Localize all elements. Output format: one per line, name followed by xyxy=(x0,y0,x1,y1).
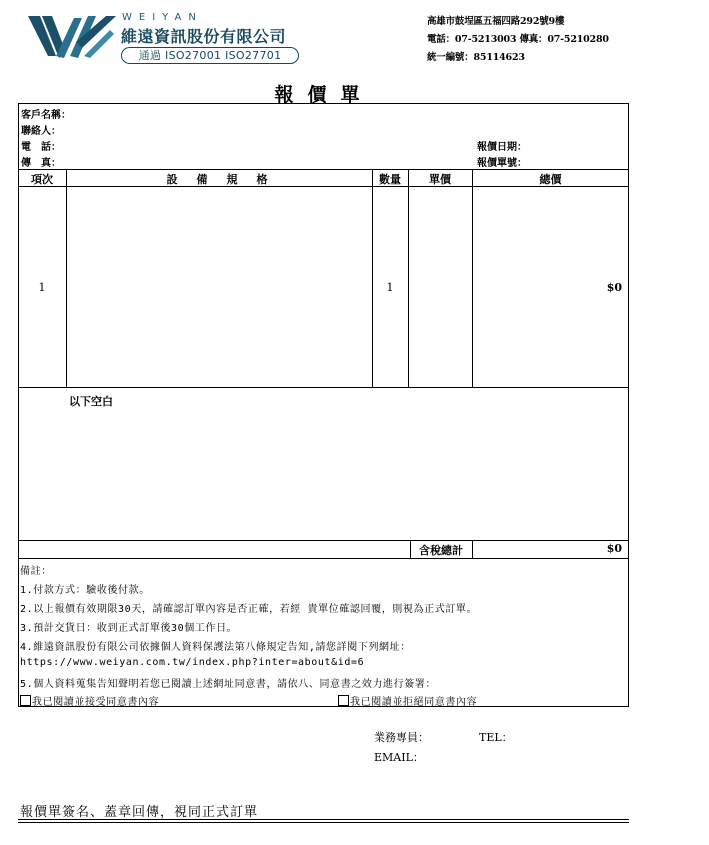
blank-note: 以下空白 xyxy=(69,395,113,408)
company-phone-fax: 電話：07-5213003 傳真：07-5210280 xyxy=(427,34,609,45)
customer-phone-label: 電 話： xyxy=(21,142,61,153)
row-index: 1 xyxy=(38,281,46,294)
reject-checkbox[interactable] xyxy=(338,695,349,706)
quote-number-label: 報價單號： xyxy=(477,158,527,169)
note-item: 5.個人資料蒐集告知聲明若您已閱讀上述網址同意書，請依八、同意書之效力進行簽署： xyxy=(20,679,437,690)
notes-title: 備註： xyxy=(20,566,52,577)
sales-email-label: EMAIL： xyxy=(374,751,424,764)
privacy-url[interactable]: https://www.weiyan.com.tw/index.php?inter=about&id=6 xyxy=(20,657,365,668)
brand-name-en: WEIYAN xyxy=(122,12,203,23)
iso-cert-badge: 通過 ISO27001 ISO27701 xyxy=(121,47,299,64)
note-item: 2.以上報價有效期限30天，請確認訂單內容是否正確，若經 貴單位確認回覆，則視為正式訂單。 xyxy=(20,604,478,615)
tax-total-label: 含稅總計 xyxy=(419,544,463,557)
column-header-spec: 設 備 規 格 xyxy=(166,173,272,186)
accept-checkbox[interactable] xyxy=(20,695,31,706)
page-title: 報價單 xyxy=(274,84,374,106)
note-item: 3.預計交貨日：收到正式訂單後30個工作日。 xyxy=(20,623,238,634)
sales-tel-label: TEL： xyxy=(479,731,513,744)
company-address: 高雄市鼓埕區五福四路292號9樓 xyxy=(427,16,565,27)
row-qty: 1 xyxy=(386,281,394,294)
customer-name-label: 客戶名稱： xyxy=(21,110,71,121)
contact-person-label: 聯絡人： xyxy=(21,126,61,137)
accept-consent-option[interactable] xyxy=(20,693,159,708)
note-item: 4.維遠資訊股份有限公司依據個人資料保護法第八條規定告知,請您詳閱下列網址： xyxy=(20,642,411,653)
column-header-qty: 數量 xyxy=(379,173,401,186)
quote-date-label: 報價日期： xyxy=(477,142,527,153)
column-header-unit-price: 單價 xyxy=(429,173,451,186)
reject-consent-option[interactable] xyxy=(338,693,477,708)
reject-consent-label: 我已閱讀並拒絕同意書內容 xyxy=(350,697,478,708)
company-tax-id: 統一編號：85114623 xyxy=(427,52,525,63)
weiyan-logo-icon xyxy=(26,12,118,64)
sales-rep-label: 業務專員： xyxy=(374,731,429,744)
brand-name-zh: 維遠資訊股份有限公司 xyxy=(121,27,287,46)
column-header-total: 總價 xyxy=(539,173,562,186)
accept-consent-label: 我已閱讀並接受同意書內容 xyxy=(32,697,160,708)
signature-instruction: 報價單簽名、蓋章回傳，視同正式訂單 xyxy=(20,805,259,820)
column-header-index: 項次 xyxy=(31,173,53,186)
customer-fax-label: 傳 真： xyxy=(21,158,61,169)
note-item: 1.付款方式：驗收後付款。 xyxy=(20,585,150,596)
row-total: $0 xyxy=(606,281,622,294)
tax-total-value: $0 xyxy=(606,542,622,555)
